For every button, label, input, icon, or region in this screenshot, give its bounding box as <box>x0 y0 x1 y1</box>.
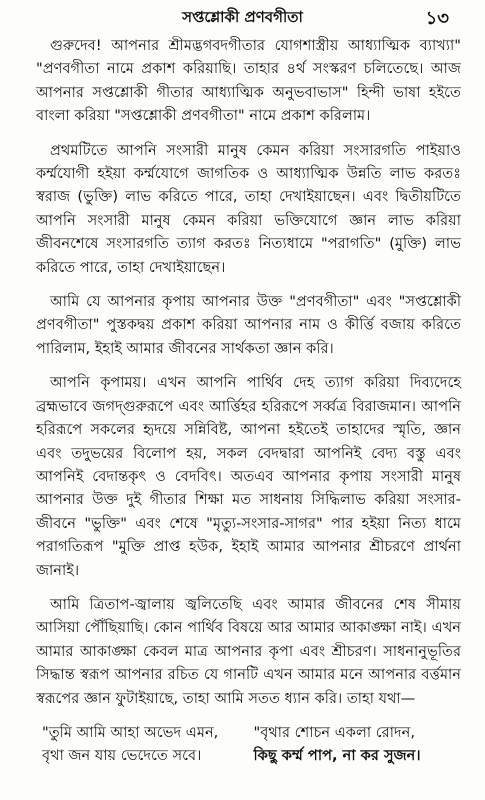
page-header <box>0 4 485 28</box>
verse-left-column <box>36 721 244 768</box>
verse-right-line-1: "বৃথার শোচন একলা রোদন, <box>253 723 415 741</box>
song-verse <box>36 721 461 768</box>
paragraph-2: প্রথমটিতে আপনি সংসারী মানুষ কেমন করিয়া সংসারগতি পাইয়াও কর্ম্মযোগী হইয়া কর্ম্মযোগে জাগতিক ও আধ্যাত্মিক উন্নতি লাভ করতঃ স্বরাজ (ভুক্তি) লাভ করিতে পারে, তাহা দেখাইয়াছেন। এবং দ্বিতীয়টিতে আপনি সংসারী মানুষ কেমন করিয়া ভক্তিযোগে জ্ঞান লাভ করিয়া জীবনশেষে সংসারগতি ত্যাগ করতঃ নিত্যধামে "পরাগতি" (মুক্তি) লাভ করিতে পারে, তাহা দেখাইয়াছেন। <box>36 141 461 276</box>
verse-left-line-2: বৃথা জন যায় ভেদেতে সবে। <box>42 747 202 765</box>
running-title: সপ্তশ্লোকী প্রণবগীতা <box>182 8 303 26</box>
verse-right-line-2: কিছু কর্ম্ম পাপ, না কর সুজন। <box>253 747 421 765</box>
paragraph-3: আমি যে আপনার কৃপায় আপনার উক্ত "প্রণবগীতা" এবং "সপ্তশ্লোকী প্রণবগীতা" পুস্তকদ্বয় প্রকাশ করিয়া আপনার নাম ও কীর্ত্তি বজায় করিতে পারিলাম, ইহাই আমার জীবনের সার্থকতা জ্ঞান করি। <box>36 293 461 357</box>
paragraph-5: আমি ত্রিতাপ-জ্বালায় জ্বলিতেছি এবং আমার জীবনের শেষ সীমায় আসিয়া পৌঁছিয়াছি। কোন পার্থিব বিষয়ে আর আমার আকাঙ্ক্ষা নাই। এখন আমার আকাঙ্ক্ষা কেবল মাত্র আপনার কৃপা এবং শ্রীচরণ। সাধনানুভূতির সিদ্ধান্ত স্বরূপ আপনার রচিত যে গানটি এখন আমার মনে আপনার বর্ত্তমান স্বরূপের জ্ঞান ফুটাইয়াছে, তাহা আমি সতত ধ্যান করি। তাহা যথা— <box>36 595 461 707</box>
paragraph-1: গুরুদেব! আপনার শ্রীমদ্ভগবদগীতার যোগশাস্ত্রীয় আধ্যাত্মিক ব্যাখ্যা" "প্রণবগীতা নামে প্রকাশ করিয়াছি। তাহার ৪র্থ সংস্করণ চলিতেছে। আজ আপনার সপ্তশ্লোকী গীতার আধ্যাত্মিক অনুভবাভাস" হিন্দী ভাষা হইতে বাংলা করিয়া "সপ্তশ্লোকী প্রণবগীতা" নামে প্রকাশ করিলাম। <box>36 37 461 125</box>
verse-right-column <box>254 721 462 768</box>
body-text <box>36 34 461 794</box>
verse-left-line-1: "তুমি আমি আহা অভেদ এমন, <box>42 723 219 741</box>
page-number: ১৩ <box>425 8 449 29</box>
paragraph-4: আপনি কৃপাময়। এখন আপনি পার্থিব দেহ ত্যাগ করিয়া দিব্যদেহে ব্রহ্মভাবে জগদ্গুরুরূপে এবং আর্ত্তিহর হরিরূপে সর্ব্বত্র বিরাজমান। আপনি হরিরূপে সকলের হৃদয়ে সন্নিবিষ্ট, আপনা হইতেই তাহাদের স্মৃতি, জ্ঞান এবং তদুভয়ের বিলোপ হয়, সকল বেদদ্বারা আপনিই বেদ্য বস্তু এবং আপনিই বেদান্তকৃৎ ও বেদবিৎ। অতএব আপনার কৃপায় সংসারী মানুষ আপনার উক্ত দুই গীতার শিক্ষা মত সাধনায় সিদ্ধিলাভ করিয়া সংসার-জীবনে "ভুক্তি" এবং শেষে "মৃত্যু-সংসার-সাগর" পার হইয়া নিত্য ধামে পরাগতিরূপ "মুক্তি প্রাপ্ত হউক, ইহাই আমার আপনার শ্রীচরণে প্রার্থনা জানাই। <box>36 374 461 579</box>
